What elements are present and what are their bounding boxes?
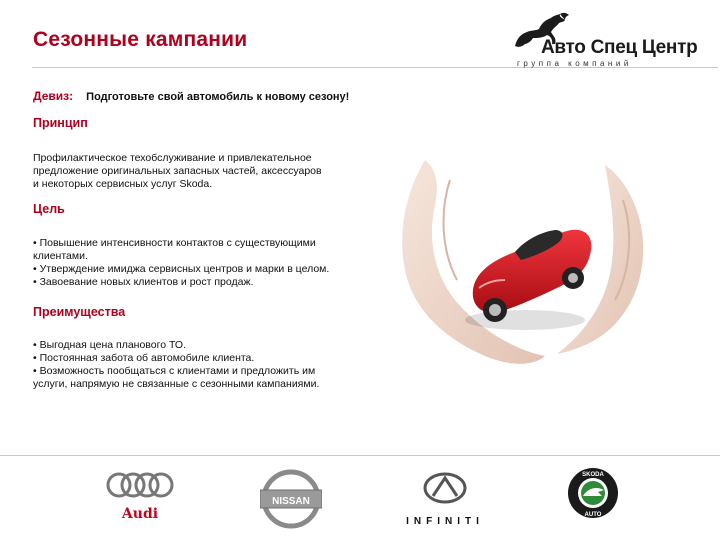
text-line: • Выгодная цена планового ТО. — [33, 339, 186, 351]
text-line: • Постоянная забота об автомобиле клиента. — [33, 352, 255, 364]
skoda-logo — [566, 466, 620, 520]
logo-subtitle: группа компаний — [517, 59, 632, 68]
logo-text: Авто Спец Центр — [541, 37, 698, 58]
footer-divider — [0, 455, 720, 456]
text-line: • Повышение интенсивности контактов с существующими — [33, 237, 316, 249]
text-line: • Утверждение имиджа сервисных центров и марки в целом. — [33, 263, 330, 275]
motto-label: Девиз: — [33, 89, 74, 103]
infiniti-wordmark: INFINITI — [406, 516, 484, 527]
section-heading-goal: Цель — [33, 202, 65, 216]
red-car — [465, 230, 591, 330]
text-line: клиентами. — [33, 250, 88, 262]
text-line: Профилактическое техобслуживание и привлекательное — [33, 152, 312, 164]
section-body-principle — [33, 152, 383, 191]
text-line: и некоторых сервисных услуг Skoda. — [33, 178, 213, 190]
hands-car-illustration — [395, 160, 695, 410]
motto — [33, 89, 349, 103]
audi-logo — [106, 470, 174, 528]
text-line: услуги, напрямую не связанные с сезонными кампаниями. — [33, 378, 320, 390]
infiniti-emblem-icon — [400, 468, 490, 508]
audi-rings-icon — [106, 470, 174, 500]
infiniti-logo — [400, 468, 490, 530]
skoda-bottom-text: AUTO — [584, 512, 602, 518]
text-line: предложение оригинальных запасных частей, аксессуаров — [33, 165, 322, 177]
nissan-wordmark: NISSAN — [272, 496, 310, 507]
nissan-logo — [260, 468, 322, 530]
page-title: Сезонные кампании — [33, 28, 248, 51]
skoda-top-text: SKODA — [582, 472, 604, 478]
audi-wordmark: Audi — [121, 506, 159, 522]
text-line: • Возможность пообщаться с клиентами и предложить им — [33, 365, 316, 377]
motto-text: Подготовьте свой автомобиль к новому сезону! — [86, 91, 350, 103]
avtospetscentr-logo — [505, 12, 710, 70]
text-line: • Завоевание новых клиентов и рост продаж. — [33, 276, 254, 288]
section-body-benefits — [33, 339, 383, 391]
section-body-goal — [33, 237, 383, 289]
section-heading-benefits: Преимущества — [33, 305, 126, 319]
section-heading-principle: Принцип — [33, 116, 88, 130]
